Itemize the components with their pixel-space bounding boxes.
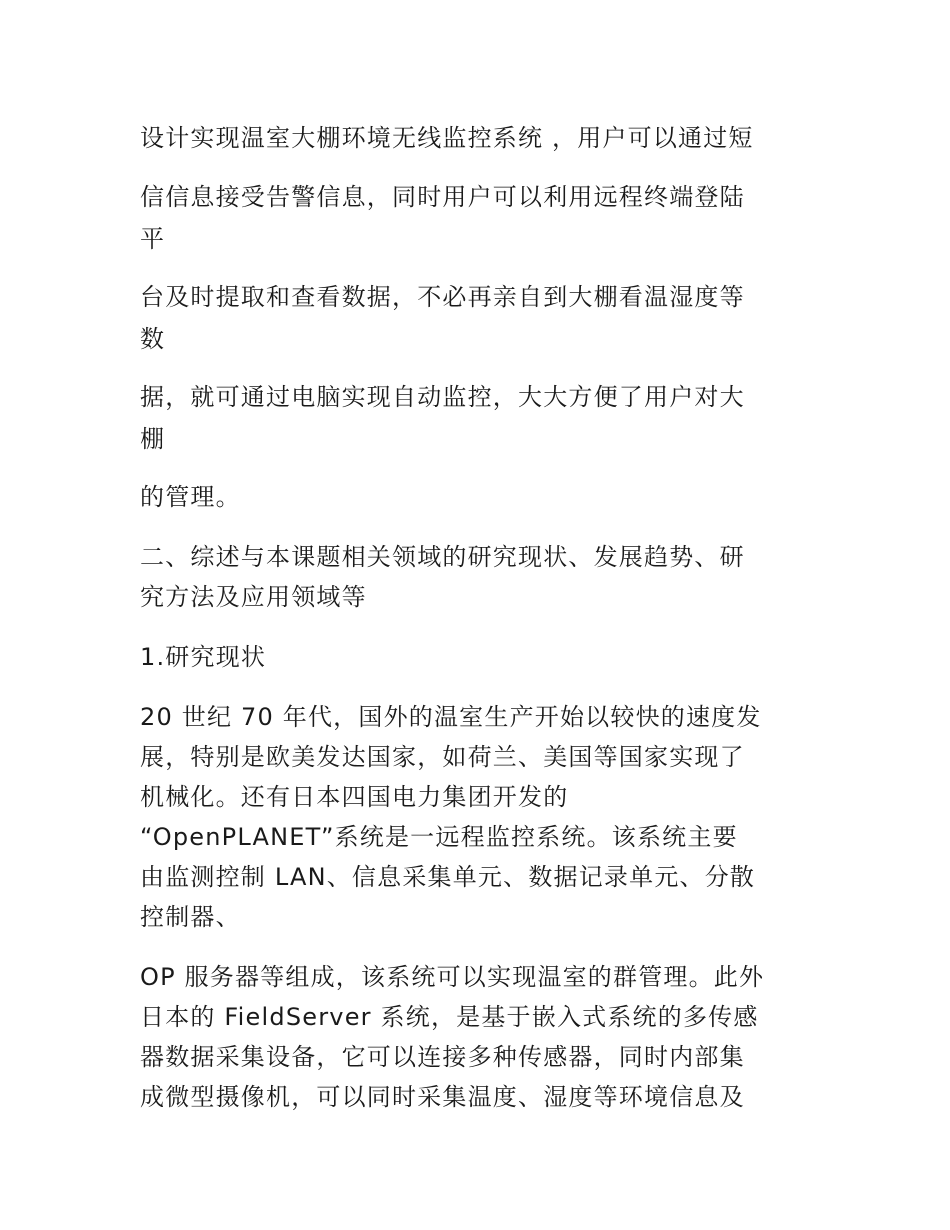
- text-line: 棚: [140, 425, 166, 453]
- text-line: 成微型摄像机，可以同时采集温度、湿度等环境信息及: [140, 1083, 745, 1111]
- text-line: 的管理。: [140, 483, 241, 511]
- text-line: 设计实现温室大棚环境无线监控系统 ，用户可以通过短: [140, 124, 754, 152]
- text-line: 展，特别是欧美发达国家，如荷兰、美国等国家实现了: [140, 743, 745, 771]
- text-line: 数: [140, 325, 166, 353]
- text-line: “OpenPLANET”系统是一远程监控系统。该系统主要: [140, 823, 738, 851]
- text-line: 日本的 FieldServer 系统，是基于嵌入式系统的多传感: [140, 1003, 759, 1031]
- text-line: 由监测控制 LAN、信息采集单元、数据记录单元、分散: [140, 863, 756, 891]
- text-line: 20 世纪 70 年代，国外的温室生产开始以较快的速度发: [140, 703, 762, 731]
- text-line: OP 服务器等组成，该系统可以实现温室的群管理。此外: [140, 963, 765, 991]
- text-line: 台及时提取和查看数据，不必再亲自到大棚看温湿度等: [140, 283, 745, 311]
- text-line: 信信息接受告警信息，同时用户可以利用远程终端登陆: [140, 183, 745, 211]
- text-line: 平: [140, 225, 166, 253]
- text-line: 机械化。还有日本四国电力集团开发的: [140, 783, 569, 811]
- text-line: 控制器、: [140, 903, 241, 931]
- section-heading: 二、综述与本课题相关领域的研究现状、发展趋势、研: [140, 543, 745, 571]
- text-line: 器数据采集设备，它可以连接多种传感器，同时内部集: [140, 1043, 745, 1071]
- text-line: 据，就可通过电脑实现自动监控，大大方便了用户对大: [140, 383, 745, 411]
- subsection-heading: 1.研究现状: [140, 643, 267, 671]
- section-heading: 究方法及应用领域等: [140, 583, 367, 611]
